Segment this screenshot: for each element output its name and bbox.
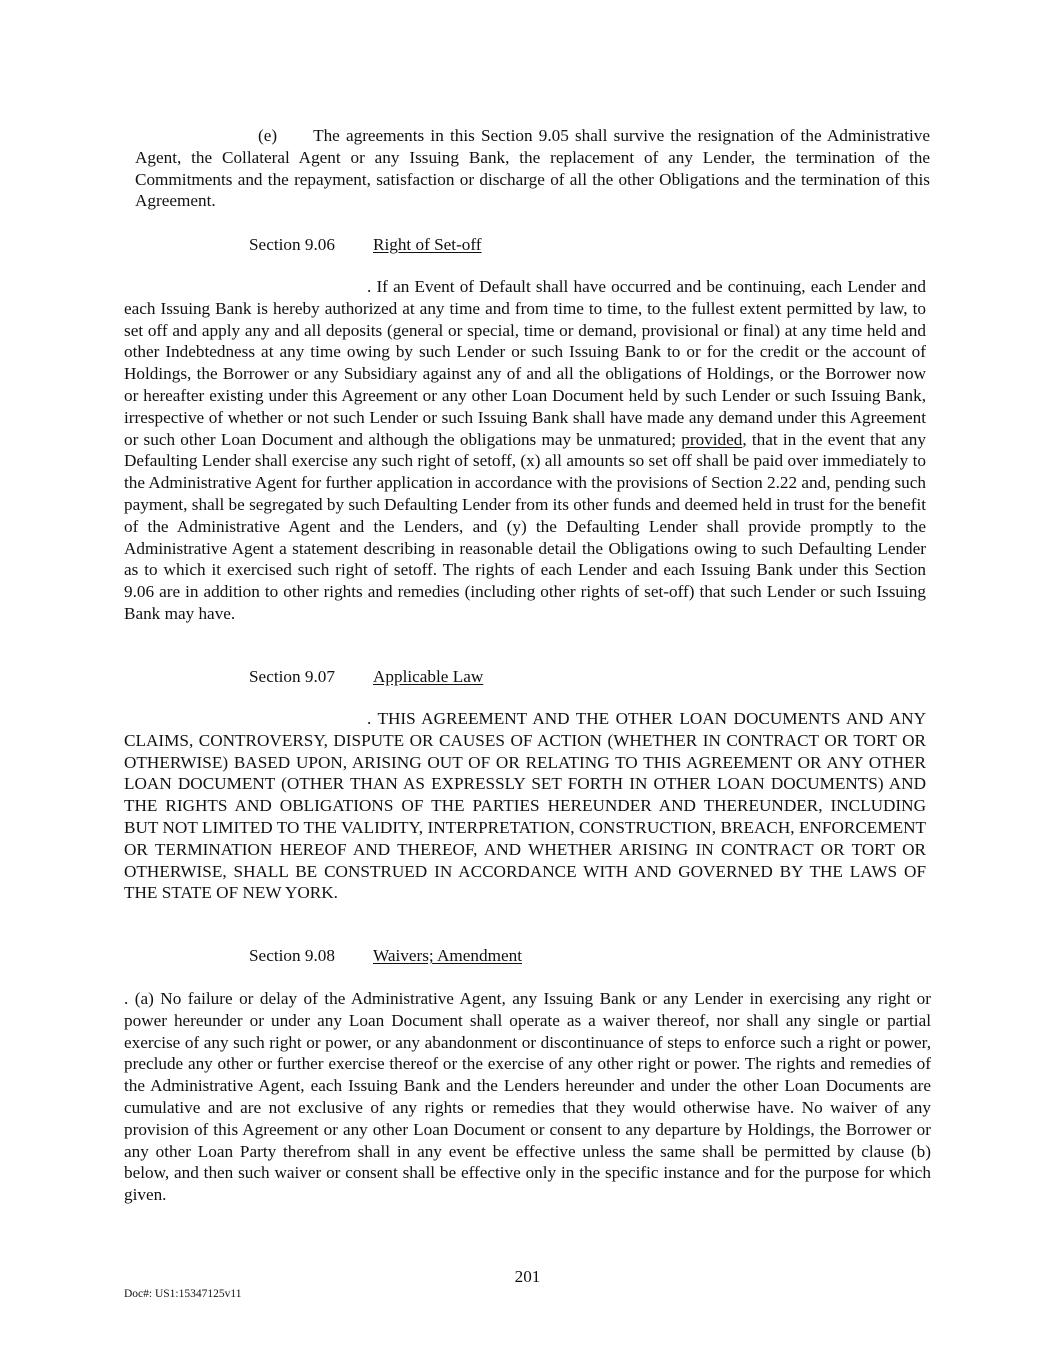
section-9-06-body-part-2: , that in the event that any Defaulting Lender shall exercise any such right of setoff, (x) all amounts so set off shall be paid over immediately to the Administrative Agent for further application in accordance with the provisions of Section 2.22 and, pending such payment, shall be segregated by such Defaulting Lender from its other funds and deemed held in trust for the benefit of the Administrative Agent and the Lenders, and (y) the Defaulting Lender shall provide promptly to the Administrative Agent a statement describing in reasonable detail the Obligations owing to such Defaulting Lender as to which it exercised such right of setoff. The rights of each Lender and each Issuing Bank under this Section 9.06 are in addition to other rights and remedies (including other rights of set-off) that such Lender or such Issuing Bank may have. [124,429,926,623]
section-9-08-title: Waivers; Amendment [373,946,522,965]
section-9-06-body-part-1: . If an Event of Default shall have occurred and be continuing, each Lender and each Issuing Bank is hereby authorized at any time and from time to time, to the fullest extent permitted by law, to set off and apply any and all deposits (general or special, time or demand, provisional or final) at any time held and other Indebtedness at any time owing by such Lender or such Issuing Bank to or for the credit or the account of Holdings, the Borrower or any Subsidiary against any of and all the obligations of Holdings, or the Borrower now or hereafter existing under this Agreement or any other Loan Document held by such Lender or such Issuing Bank, irrespective of whether or not such Lender or such Issuing Bank shall have made any demand under this Agreement or such other Loan Document and although the obligations may be unmatured; [124,277,926,449]
section-9-07-title: Applicable Law [373,667,484,686]
paragraph-e-label: (e) [258,126,278,145]
section-9-07-body: . THIS AGREEMENT AND THE OTHER LOAN DOCUMENTS AND ANY CLAIMS, CONTROVERSY, DISPUTE OR CAUSES OF ACTION (WHETHER IN CONTRACT OR TORT OR OTHERWISE) BASED UPON, ARISING OUT OF OR RELATING TO THIS AGREEMENT OR ANY OTHER LOAN DOCUMENT (OTHER THAN AS EXPRESSLY SET FORTH IN OTHER LOAN DOCUMENTS) AND THE RIGHTS AND OBLIGATIONS OF THE PARTIES HEREUNDER AND THEREUNDER, INCLUDING BUT NOT LIMITED TO THE VALIDITY, INTERPRETATION, CONSTRUCTION, BREACH, ENFORCEMENT OR TERMINATION HEREOF AND THEREOF, AND WHETHER ARISING IN CONTRACT OR TORT OR OTHERWISE, SHALL BE CONSTRUED IN ACCORDANCE WITH AND GOVERNED BY THE LAWS OF THE STATE OF NEW YORK. [124,709,926,903]
section-9-06-number: Section 9.06 [249,235,335,254]
section-9-07-number: Section 9.07 [249,667,335,686]
section-9-08-number: Section 9.08 [249,946,335,965]
provided-term: provided [681,429,743,449]
section-9-08-heading [249,945,522,967]
section-9-06-body [124,276,926,625]
document-id: Doc#: US1:15347125v11 [124,1288,242,1300]
section-9-05-paragraph-e [135,125,930,212]
section-9-07-heading [249,666,483,688]
section-9-06-title: Right of Set-off [373,235,482,254]
paragraph-e-text: The agreements in this Section 9.05 shall survive the resignation of the Administrative Agent, the Collateral Agent or any Issuing Bank, the replacement of any Lender, the termination of the Commitments and the repayment, satisfaction or discharge of all the other Obligations and the termination of this Agreement. [135,126,930,211]
section-9-08-body: . (a) No failure or delay of the Administrative Agent, any Issuing Bank or any Lender in exercising any right or power hereunder or under any Loan Document shall operate as a waiver thereof, nor shall any single or partial exercise of any such right or power, or any abandonment or discontinuance of steps to enforce such a right or power, preclude any other or further exercise thereof or the exercise of any other right or power. The rights and remedies of the Administrative Agent, each Issuing Bank and the Lenders hereunder and under the other Loan Documents are cumulative and are not exclusive of any rights or remedies that they would otherwise have. No waiver of any provision of this Agreement or any other Loan Document or consent to any departure by Holdings, the Borrower or any other Loan Party therefrom shall in any event be effective unless the same shall be permitted by clause (b) below, and then such waiver or consent shall be effective only in the specific instance and for the purpose for which given. [124,989,931,1205]
page-number: 201 [514,1267,541,1286]
section-9-06-heading [249,234,482,256]
